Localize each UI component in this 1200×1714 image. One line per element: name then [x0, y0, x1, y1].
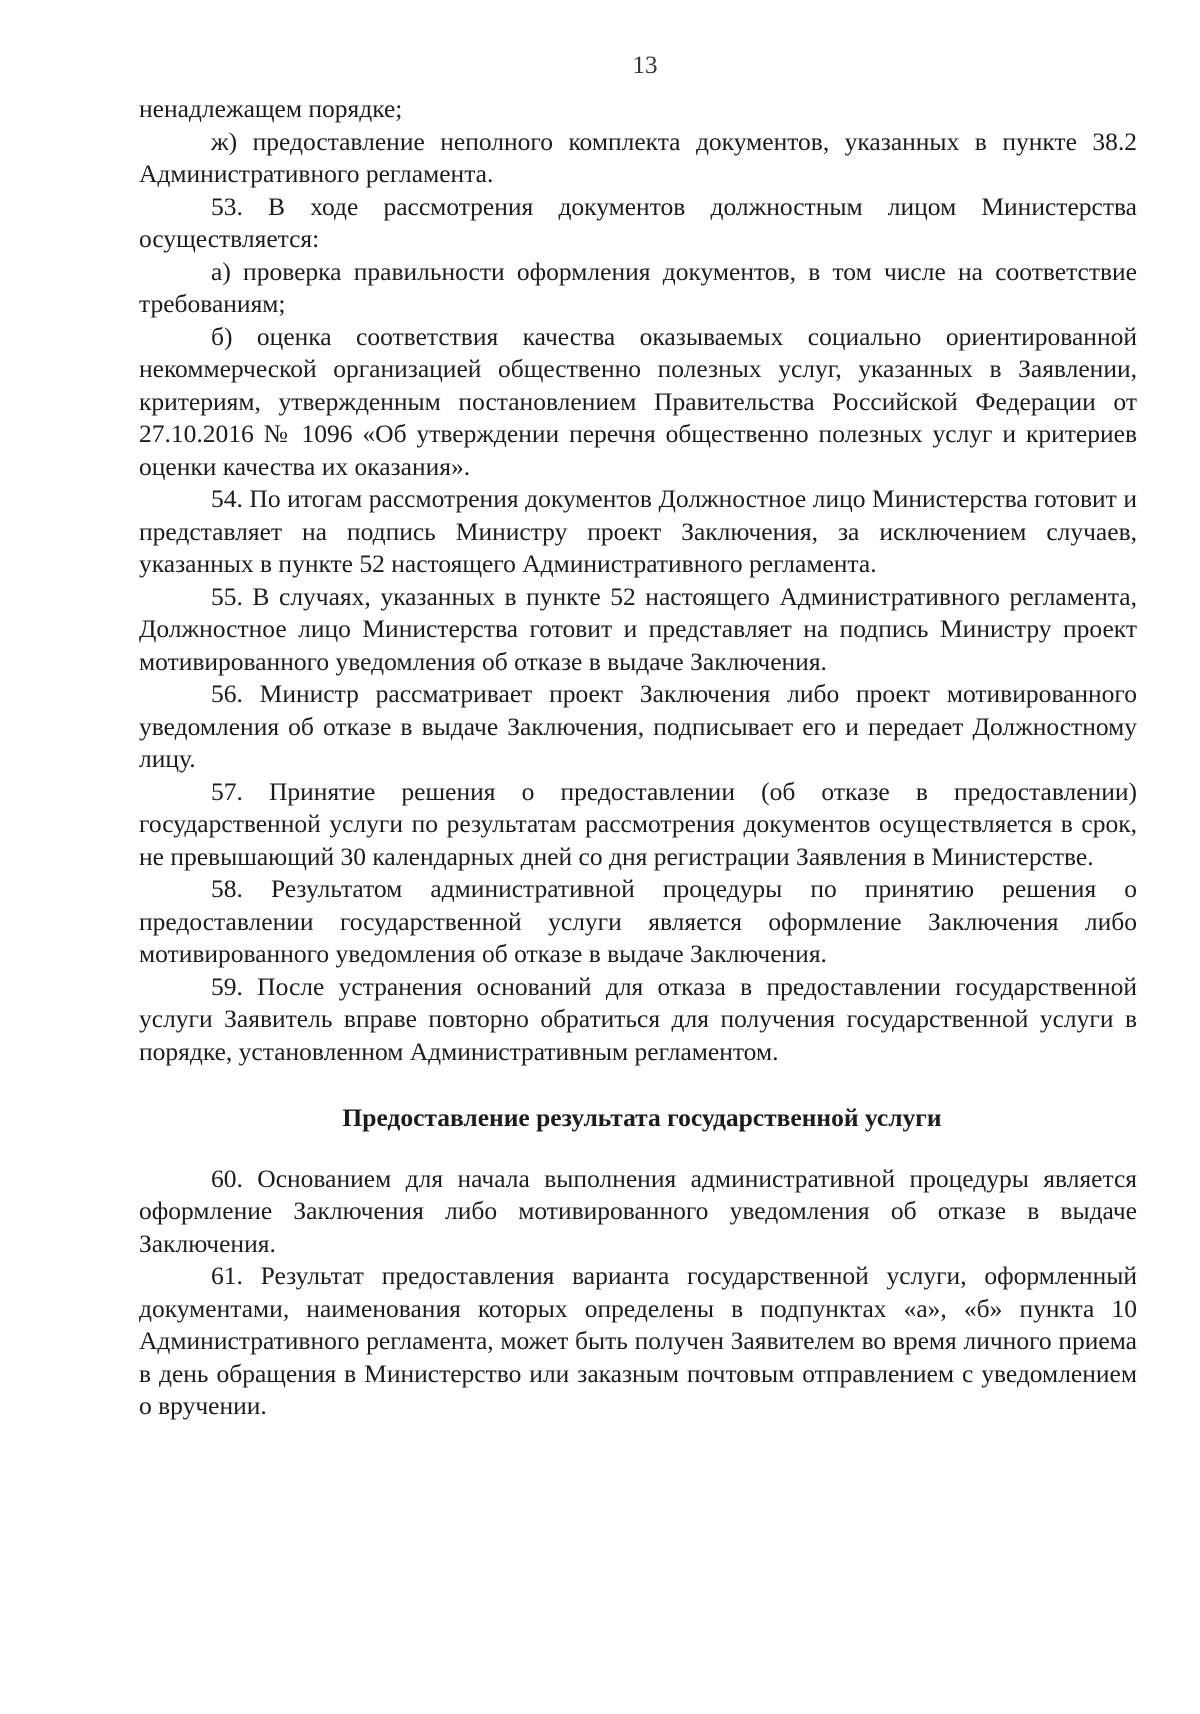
paragraph-54: 54. По итогам рассмотрения документов Должностное лицо Министерства готовит и представляет на подпись Министру проект Заключения, за исключением случаев, указанных в пункте 52 настоящего Административного регламента. [139, 484, 1137, 578]
paragraph-60: 60. Основанием для начала выполнения административной процедуры является оформление Заключения либо мотивированного уведомления об отказе в выдаче Заключения. [139, 1163, 1137, 1258]
paragraph-53: 53. В ходе рассмотрения документов должностным лицом Министерства осуществляется: [139, 191, 1137, 253]
paragraph-53-b: б) оценка соответствия качества оказываемых социально ориентированной некоммерческой организацией общественно полезных услуг, указанных в Заявлении, критериям, утвержденным постановлением Правительства Российской Федерации от 27.10.2016 № 1096 «Об утверждении перечня общественно полезных услуг и критериев оценки качества их оказания». [139, 321, 1137, 481]
paragraph-continuation: ненадлежащем порядке; [139, 94, 403, 123]
paragraph-55: 55. В случаях, указанных в пункте 52 настоящего Административного регламента, Должностное лицо Министерства готовит и представляет на подпись Министру проект мотивированного уведомления об отказе в выдаче Заключения. [139, 581, 1137, 676]
paragraph-56: 56. Министр рассматривает проект Заключения либо проект мотивированного уведомления об отказе в выдаче Заключения, подписывает его и передает Должностному лицу. [139, 679, 1137, 773]
paragraph-59: 59. После устранения оснований для отказа в предоставлении государственной услуги Заявитель вправе повторно обратиться для получения государственной услуги в порядке, установленном Административным регламентом. [139, 971, 1137, 1066]
page-number: 13 [632, 52, 658, 79]
section-heading: Предоставление результата государственной услуги [342, 1103, 942, 1132]
paragraph-58: 58. Результатом административной процедуры по принятию решения о предоставлении государственной услуги является оформление Заключения либо мотивированного уведомления об отказе в выдаче Заключения. [139, 874, 1137, 968]
paragraph-item-zh: ж) предоставление неполного комплекта документов, указанных в пункте 38.2 Административного регламента. [139, 126, 1137, 188]
document-body [139, 93, 1137, 1423]
paragraph-57: 57. Принятие решения о предоставлении (об отказе в предоставлении) государственной услуги по результатам рассмотрения документов осуществляется в срок, не превышающий 30 календарных дней со дня регистрации Заявления в Министерстве. [139, 776, 1137, 871]
paragraph-61: 61. Результат предоставления варианта государственной услуги, оформленный документами, наименования которых определены в подпунктах «а», «б» пункта 10 Административного регламента, может быть получен Заявителем во время личного приема в день обращения в Министерство или заказным почтовым отправлением с уведомлением о вручении. [139, 1261, 1137, 1420]
paragraph-53-a: а) проверка правильности оформления документов, в том числе на соответствие требованиям; [139, 256, 1137, 318]
